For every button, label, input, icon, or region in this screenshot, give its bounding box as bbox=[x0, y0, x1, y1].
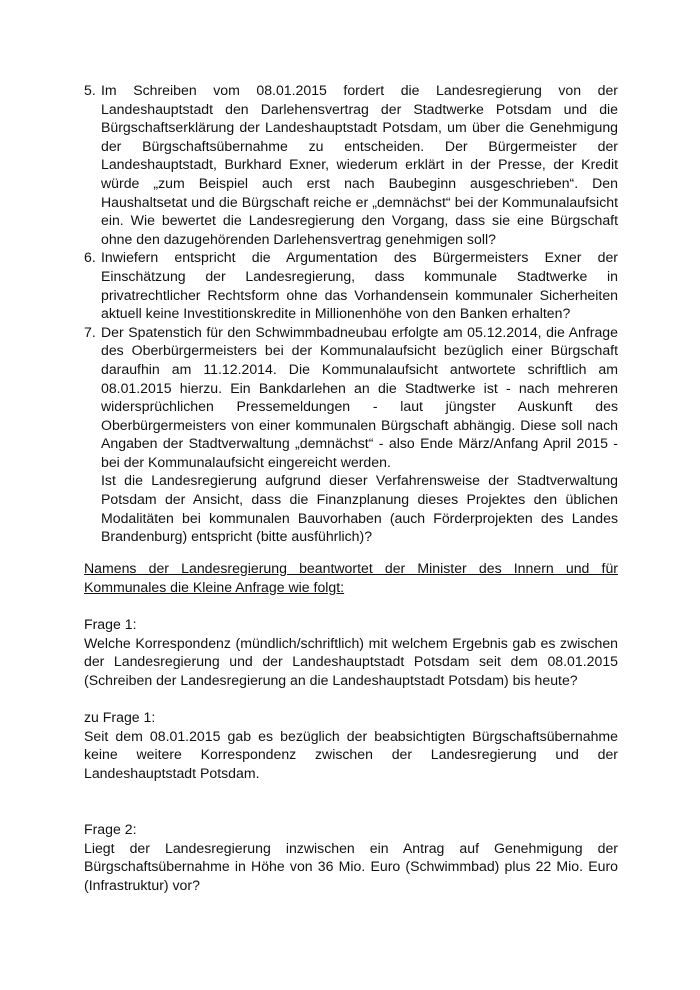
answer-heading: Namens der Landesregierung beantwortet der Minister des Innern und für Kommunales die Kleine Anfrage wie folgt: bbox=[84, 560, 618, 595]
question-list bbox=[84, 81, 618, 546]
frage-1-text: Welche Korrespondenz (mündlich/schriftlich) mit welchem Ergebnis gab es zwischen der Landesregierung und der Landeshauptstadt Potsdam seit dem 08.01.2015 (Schreiben der Landesregierung an die Landeshauptstadt Potsdam) bis heute? bbox=[84, 634, 618, 688]
item-number: 6. bbox=[84, 249, 96, 266]
item-number: 5. bbox=[84, 82, 96, 98]
item-text-continued: Ist die Landesregierung aufgrund dieser Verfahrensweise der Stadtverwaltung Potsdam der Ansicht, dass die Finanzplanung dieses Projektes den üblichen Modalitäten bei kommunalen Bauvorhaben (auch Förderprojekten des Landes Brandenburg) entspricht (bitte ausführlich)? bbox=[101, 472, 618, 545]
frage-2-text: Liegt der Landesregierung inzwischen ein Antrag auf Genehmigung der Bürgschaftsübernahme in Höhe von 36 Mio. Euro (Schwimmbad) plus 22 Mio. Euro (Infrastruktur) vor? bbox=[84, 839, 618, 893]
frage-2-label: Frage 2: bbox=[84, 821, 137, 837]
list-item bbox=[84, 81, 618, 248]
item-text: Inwiefern entspricht die Argumentation des Bürgermeisters Exner der Einschätzung der Landesregierung, dass kommunale Stadtwerke in privatrechtlicher Rechtsform ohne das Vorhandensein kommunaler Sicherheiten aktuell keine Investitionskredite in Millionenhöhe von den Banken erhalten? bbox=[101, 249, 618, 322]
frage-1-block bbox=[84, 615, 618, 689]
antwort-1-block bbox=[84, 708, 618, 782]
list-item bbox=[84, 248, 618, 322]
item-text: Im Schreiben vom 08.01.2015 fordert die Landesregierung von der Landeshauptstadt den Darlehensvertrag der Stadtwerke Potsdam und die Bürgschaftserklärung der Landeshauptstadt Potsdam, um über die Genehmigung der Bürgschaftsübernahme zu entscheiden. Der Bürgermeister der Landeshauptstadt, Burkhard Exner, wiederum erklärt in der Presse, der Kredit würde „zum Beispiel auch erst nach Baubeginn ausgeschrieben“. Den Haushaltsetat und die Bürgschaft reiche er „demnächst“ bei der Kommunalaufsicht ein. Wie bewertet die Landesregierung den Vorgang, dass sie eine Bürgschaft ohne den dazugehörenden Darlehensvertrag genehmigen soll? bbox=[101, 82, 618, 247]
item-text: Der Spatenstich für den Schwimmbadneubau erfolgte am 05.12.2014, die Anfrage des Oberbürgermeisters bei der Kommunalaufsicht bezüglich einer Bürgschaft daraufhin am 11.12.2014. Die Kommunalaufsicht antwortete schriftlich am 08.01.2015 hierzu. Ein Bankdarlehen an die Stadtwerke ist - nach mehreren widersprüchlichen Pressemeldungen - laut jüngster Auskunft des Oberbürgermeisters von einer kommunalen Bürgschaft abhängig. Diese soll nach Angaben der Stadtverwaltung „demnächst“ - also Ende März/Anfang April 2015 - bei der Kommunalaufsicht eingereicht werden. bbox=[101, 323, 618, 470]
frage-1-label: Frage 1: bbox=[84, 616, 137, 632]
list-item bbox=[84, 323, 618, 546]
item-number: 7. bbox=[84, 323, 96, 340]
antwort-1-label: zu Frage 1: bbox=[84, 709, 156, 725]
antwort-1-text: Seit dem 08.01.2015 gab es bezüglich der beabsichtigten Bürgschaftsübernahme keine weitere Korrespondenz zwischen der Landesregierung und der Landeshauptstadt Potsdam. bbox=[84, 727, 618, 781]
frage-2-block bbox=[84, 820, 618, 894]
